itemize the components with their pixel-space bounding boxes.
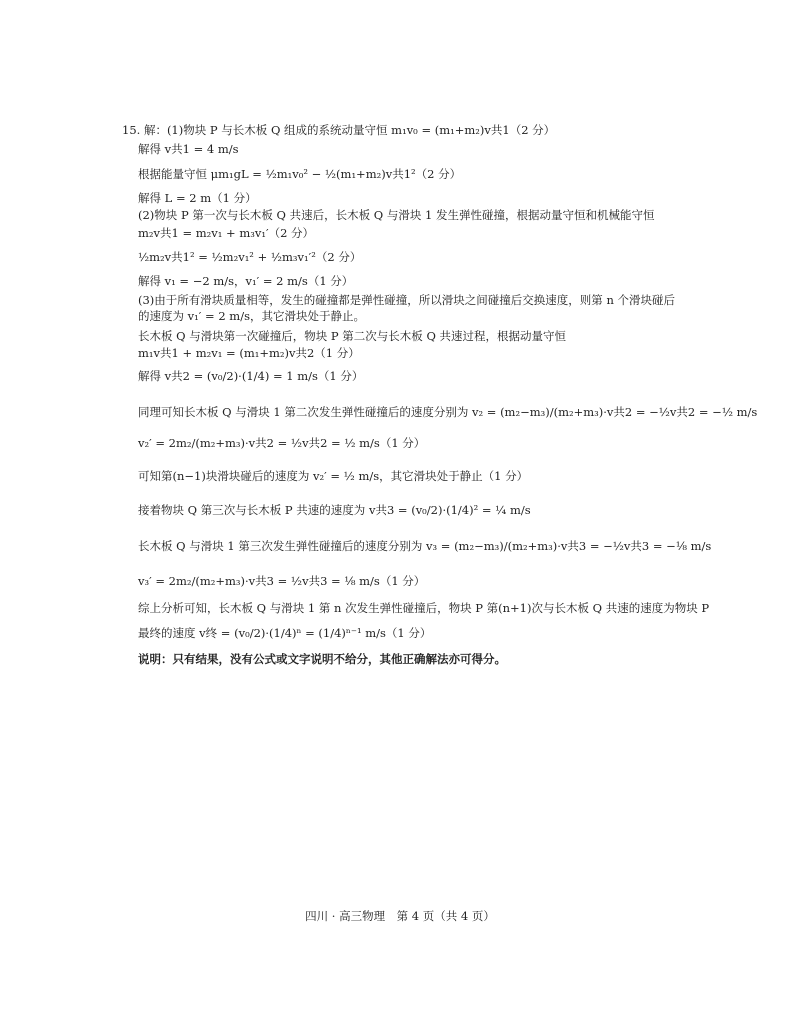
solution-line: 长木板 Q 与滑块 1 第三次发生弹性碰撞后的速度分别为 v₃ = (m₂−m₃)/(m₂+m₃)·v共3 = −½v共3 = −⅛ m/s: [138, 539, 712, 553]
solution-line: 根据能量守恒 μm₁gL = ½m₁v₀² − ½(m₁+m₂)v共1²（2 分）: [138, 167, 462, 181]
solution-line: 15. 解：(1)物块 P 与长木板 Q 组成的系统动量守恒 m₁v₀ = (m₁+m₂)v共1（2 分）: [122, 123, 556, 137]
solution-line: 综上分析可知，长木板 Q 与滑块 1 第 n 次发生弹性碰撞后，物块 P 第(n+1)次与长木板 Q 共速的速度为物块 P: [138, 601, 710, 615]
solution-line: 同理可知长木板 Q 与滑块 1 第二次发生弹性碰撞后的速度分别为 v₂ = (m₂−m₃)/(m₂+m₃)·v共2 = −½v共2 = −½ m/s: [138, 405, 758, 419]
solution-line: (3)由于所有滑块质量相等，发生的碰撞都是弹性碰撞，所以滑块之间碰撞后交换速度，则第 n 个滑块碰后的速度为 v₁′ = 2 m/s，其它滑块处于静止。: [138, 293, 676, 323]
solution-line: 解得 v₁ = −2 m/s，v₁′ = 2 m/s（1 分）: [138, 274, 354, 288]
solution-line: 接着物块 Q 第三次与长木板 P 共速的速度为 v共3 = (v₀/2)·(1/4)² = ¼ m/s: [138, 503, 531, 517]
solution-line: ½m₂v共1² = ½m₂v₁² + ½m₃v₁′²（2 分）: [138, 250, 362, 264]
solution-line: 解得 v共1 = 4 m/s: [138, 142, 239, 156]
page-footer: 四川 · 高三物理 第 4 页（共 4 页）: [305, 909, 495, 923]
solution-line: 最终的速度 v终 = (v₀/2)·(1/4)ⁿ = (1/4)ⁿ⁻¹ m/s（1 分）: [138, 626, 432, 640]
solution-line: m₁v共1 + m₂v₁ = (m₁+m₂)v共2（1 分）: [138, 346, 360, 360]
solution-line: (2)物块 P 第一次与长木板 Q 共速后，长木板 Q 与滑块 1 发生弹性碰撞，根据动量守恒和机械能守恒: [138, 208, 655, 222]
solution-line: m₂v共1 = m₂v₁ + m₃v₁′（2 分）: [138, 226, 315, 240]
solution-line: 解得 v共2 = (v₀/2)·(1/4) = 1 m/s（1 分）: [138, 369, 364, 383]
solution-line: 可知第(n−1)块滑块碰后的速度为 v₂′ = ½ m/s，其它滑块处于静止（1 分）: [138, 469, 529, 483]
solution-line: v₂′ = 2m₂/(m₂+m₃)·v共2 = ½v共2 = ½ m/s（1 分）: [138, 436, 426, 450]
solution-line: 长木板 Q 与滑块第一次碰撞后，物块 P 第二次与长木板 Q 共速过程，根据动量守恒: [138, 329, 567, 343]
solution-line: 解得 L = 2 m（1 分）: [138, 191, 257, 205]
scoring-note: 说明：只有结果，没有公式或文字说明不给分，其他正确解法亦可得分。: [138, 652, 506, 666]
solution-line: v₃′ = 2m₂/(m₂+m₃)·v共3 = ½v共3 = ⅛ m/s（1 分）: [138, 574, 426, 588]
